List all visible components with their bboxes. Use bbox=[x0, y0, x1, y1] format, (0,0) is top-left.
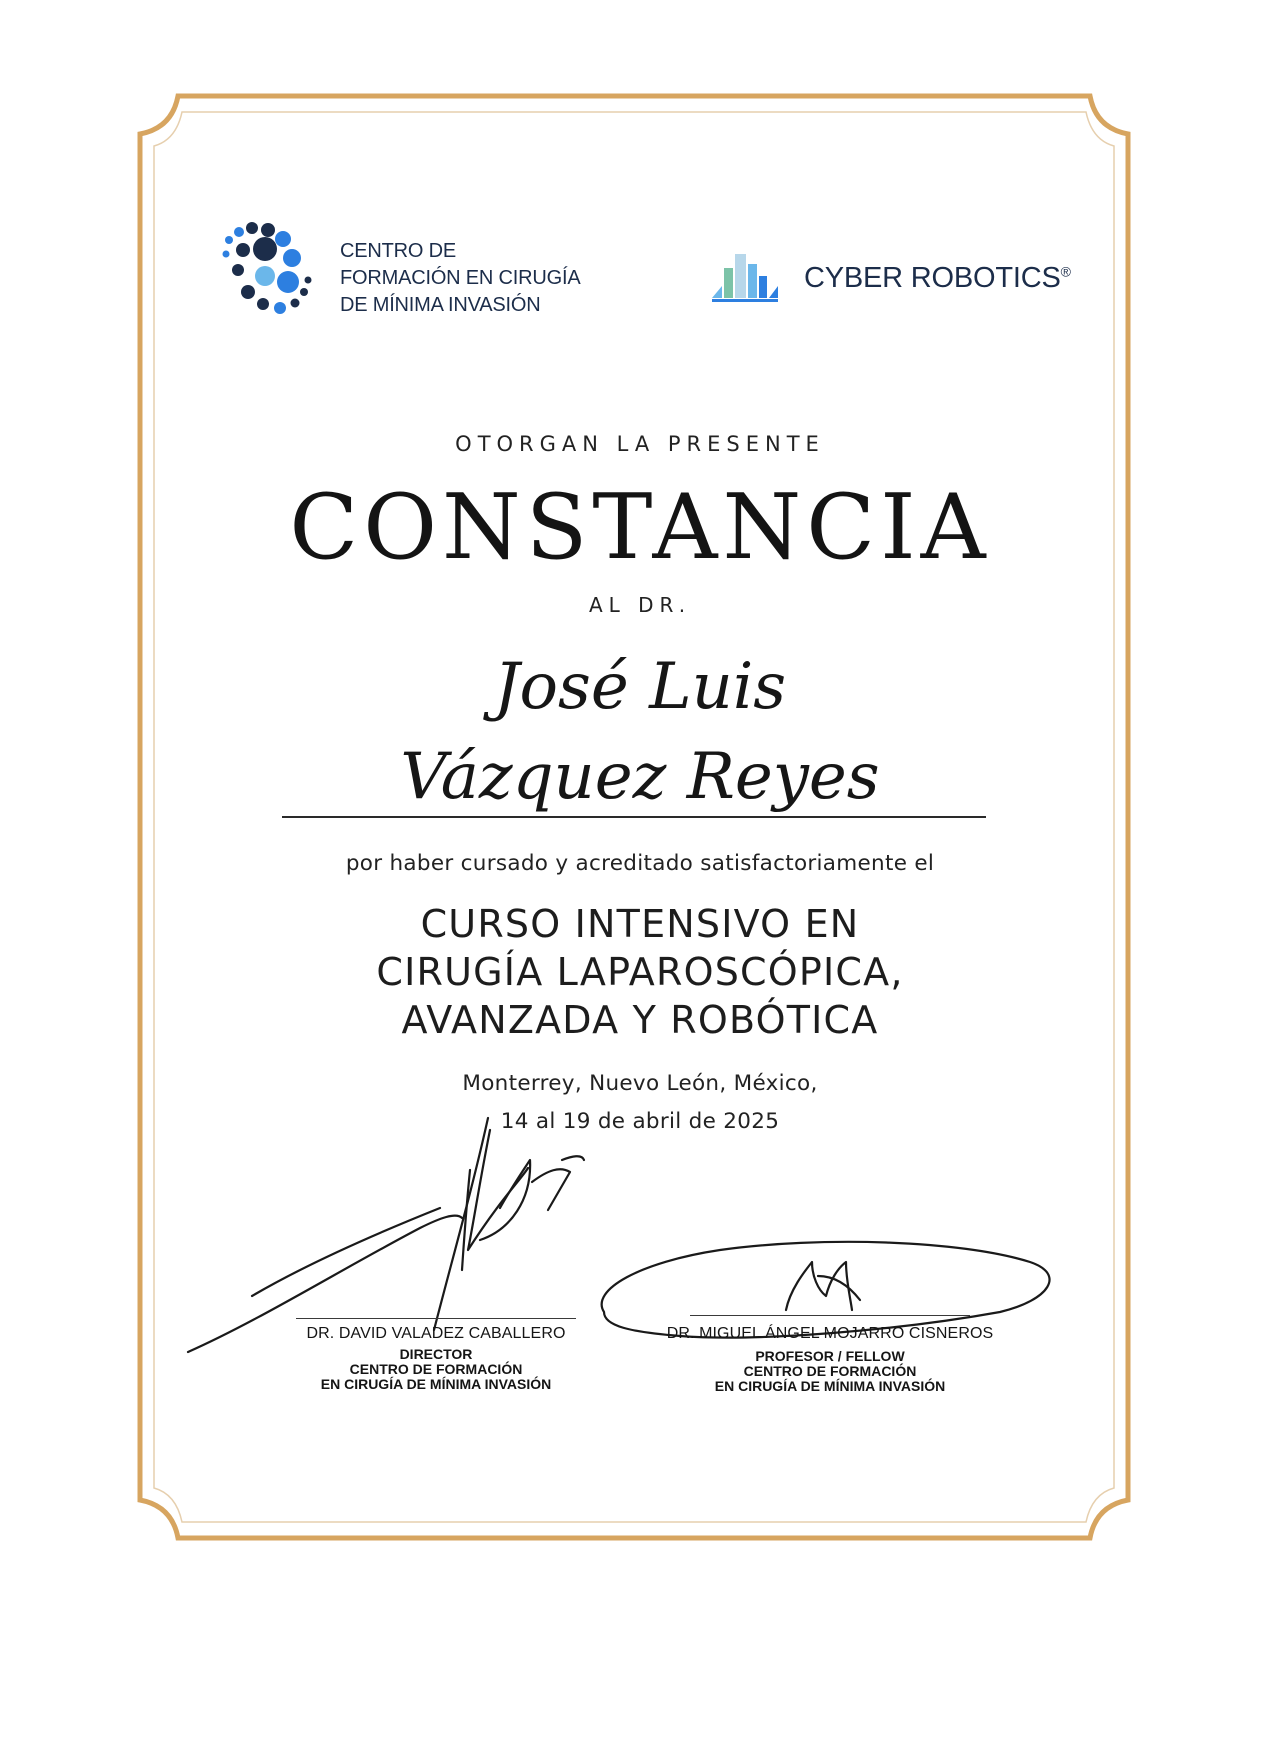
logo-line-2: FORMACIÓN EN CIRUGÍA bbox=[340, 267, 581, 289]
signer-1-title-line-2: CENTRO DE FORMACIÓN bbox=[349, 1361, 523, 1377]
location: Monterrey, Nuevo León, México, bbox=[462, 1071, 818, 1096]
location-and-date bbox=[0, 1065, 1280, 1141]
recipient-first-name: José Luis bbox=[493, 650, 787, 724]
signature-block-2 bbox=[650, 1325, 1010, 1394]
registered-mark: ® bbox=[1060, 263, 1071, 280]
cyber-robotics-name: CYBER ROBOTICS bbox=[804, 262, 1061, 294]
city-skyline-logo-icon bbox=[708, 246, 798, 306]
dotted-circle-logo-icon bbox=[218, 222, 328, 332]
signer-2-title bbox=[650, 1349, 1010, 1394]
signer-1-title-line-1: DIRECTOR bbox=[399, 1346, 473, 1362]
centro-formacion-logo-text bbox=[340, 238, 580, 319]
course-line-2: CIRUGÍA LAPAROSCÓPICA, bbox=[376, 950, 904, 994]
salutation: AL DR. bbox=[588, 593, 692, 617]
cyber-robotics-logo bbox=[708, 246, 1088, 316]
recipient-last-name: Vázquez Reyes bbox=[400, 740, 880, 814]
preamble: OTORGAN LA PRESENTE bbox=[455, 432, 825, 456]
centro-formacion-logo bbox=[218, 222, 598, 332]
signer-2-title-line-3: EN CIRUGÍA DE MÍNIMA INVASIÓN bbox=[714, 1378, 946, 1394]
signer-2-title-line-2: CENTRO DE FORMACIÓN bbox=[743, 1363, 917, 1379]
recipient-underline bbox=[282, 816, 986, 818]
certificate-title: CONSTANCIA bbox=[289, 475, 991, 580]
course-line-3: AVANZADA Y ROBÓTICA bbox=[401, 998, 879, 1042]
completion-statement: por haber cursado y acreditado satisfactoriamente el bbox=[345, 851, 935, 876]
course-dates: 14 al 19 de abril de 2025 bbox=[500, 1109, 780, 1134]
course-line-1: CURSO INTENSIVO EN bbox=[420, 902, 860, 946]
cyber-robotics-logo-text bbox=[804, 262, 1071, 295]
signer-2-title-line-1: PROFESOR / FELLOW bbox=[755, 1348, 905, 1364]
logo-line-1: CENTRO DE bbox=[340, 240, 456, 262]
signer-2-name: DR. MIGUEL ÁNGEL MOJARRO CISNEROS bbox=[666, 1325, 994, 1342]
signature-block-1 bbox=[256, 1325, 616, 1392]
course-name bbox=[0, 900, 1280, 1044]
signer-1-title bbox=[256, 1347, 616, 1392]
signature-line-2 bbox=[690, 1315, 970, 1316]
logo-line-3: DE MÍNIMA INVASIÓN bbox=[340, 294, 541, 316]
signer-1-name: DR. DAVID VALADEZ CABALLERO bbox=[306, 1325, 566, 1342]
signer-1-title-line-3: EN CIRUGÍA DE MÍNIMA INVASIÓN bbox=[320, 1376, 552, 1392]
signature-line-1 bbox=[296, 1318, 576, 1319]
